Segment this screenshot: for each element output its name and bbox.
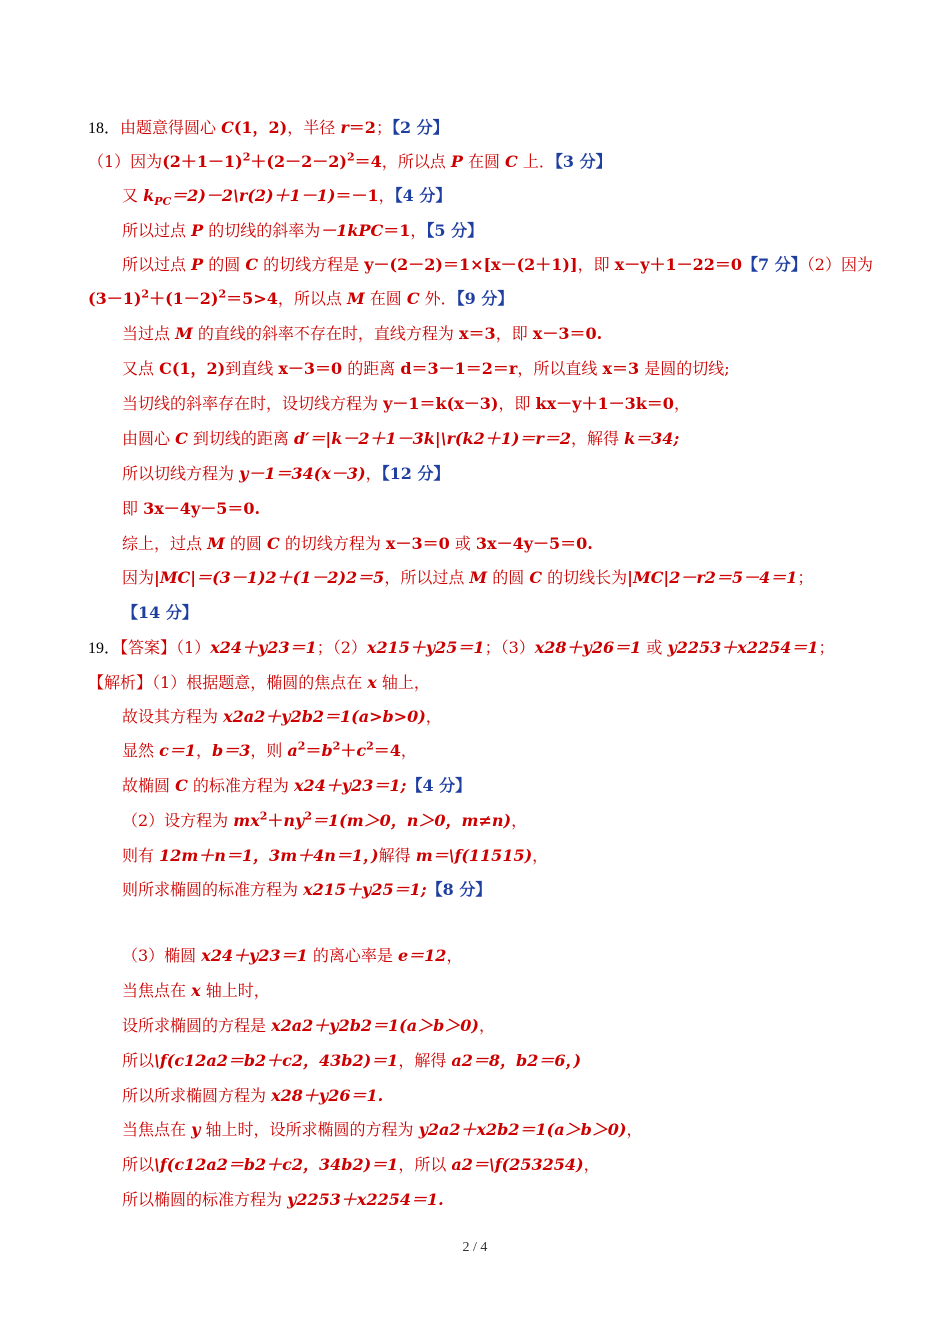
q18-line-7: 当过点 M 的直线的斜率不存在时，直线方程为 x＝3，即 x－3＝0. <box>122 324 603 343</box>
q18-line-3: 又 $k_{PC}=2)-2\backslash r(2)+1-1)=-1$，【4 分】 <box>122 186 452 209</box>
q19-line-4: 显然 c＝1，b＝3，则 $a^2=b^2+c^2=4$， <box>122 739 417 760</box>
q19-line-16: 所以椭圆的标准方程为 y2253＋x2254＝1. <box>122 1190 444 1209</box>
q19-line-13: 所以所求椭圆方程为 x28＋y26＝1. <box>122 1086 384 1105</box>
q19-line-5: 故椭圆 C 的标准方程为 x24＋y23＝1;【4 分】 <box>122 776 472 795</box>
q18-line-15 <box>122 602 198 624</box>
page-number: 2 / 4 <box>462 1240 488 1255</box>
q18-line-6: $(3-1)^2+(1-2)^2=5>4$，所以点 M 在圆 C 外．【9 分】 <box>88 287 514 308</box>
score-tag: 【12 分】 <box>381 464 450 483</box>
q19-line-3: 故设其方程为 x2a2＋y2b2＝1(a>b>0)， <box>122 707 442 726</box>
q19-line-2: 【解析】（1）根据题意，椭圆的焦点在 x 轴上， <box>88 673 430 692</box>
score-tag: 【2 分】 <box>391 118 449 137</box>
score-tag: 【7 分】 <box>742 255 807 274</box>
q18-line-12: 即 3x－4y－5＝0. <box>122 499 261 518</box>
score-tag: 【9 分】 <box>456 289 514 308</box>
q18-line-8: 又点 C(1，2)到直线 x－3＝0 的距离 d＝3－1＝2＝r，所以直线 x＝3 是圆的切线; <box>122 359 730 378</box>
q19-line-15: 所以\f(c12a2＝b2＋c2，34b2)＝1，所以 a2＝\f(253254)， <box>122 1155 600 1174</box>
q18-line-11: 所以切线方程为 y－1＝34(x－3)，【12 分】 <box>122 464 450 483</box>
score-tag: 【5 分】 <box>426 221 484 240</box>
q19-line-9: （3）椭圆 x24＋y23＝1 的离心率是 e＝12， <box>122 946 463 965</box>
score-tag: 【4 分】 <box>406 776 472 795</box>
q19-line-12: 所以\f(c12a2＝b2＋c2，43b2)＝1，解得 a2＝8，b2＝6，) <box>122 1051 582 1070</box>
q19-line-6: （2）设方程为 $mx^2+ny^2=1(m>0$，n＞0，m≠n)， <box>122 809 528 830</box>
q18-line-10: 由圆心 C 到切线的距离 d′＝|k－2＋1－3k|\r(k2＋1)＝r＝2，解得 k＝34; <box>122 429 680 448</box>
q19-line-14: 当焦点在 y 轴上时，设所求椭圆的方程为 y2a2＋x2b2＝1(a＞b＞0)， <box>122 1120 643 1139</box>
q19-line-7: 则有 12m＋n＝1，3m＋4n＝1，)解得 m＝\f(11515)， <box>122 846 549 865</box>
q19-line-11: 设所求椭圆的方程是 x2a2＋y2b2＝1(a＞b＞0)， <box>122 1016 495 1035</box>
q18-line-2: （1）因为$(2+1-1)^2+(2-2-2)^2=4$，所以点 P 在圆 C 上．【3 分】 <box>88 150 612 171</box>
q19-line-8: 则所求椭圆的标准方程为 x215＋y25＝1;【8 分】 <box>122 880 492 899</box>
q19-line-1: 19．【答案】（1）x24＋y23＝1；（2）x215＋y25＝1；（3）x28＋y26＝1 或 y2253＋x2254＝1； <box>88 638 835 657</box>
q18-line-5: 所以过点 P 的圆 C 的切线方程是 y－(2－2)＝1×[x－(2＋1)]，即 x－y＋1－22＝0【7 分】（2）因为 <box>122 255 873 274</box>
q18-line-13: 综上，过点 M 的圆 C 的切线方程为 x－3＝0 或 3x－4y－5＝0. <box>122 534 593 553</box>
score-tag: 【3 分】 <box>554 152 612 171</box>
q18-line-1: 18．由题意得圆心 C(1，2)，半径 r＝2；【2 分】 <box>88 118 449 137</box>
q19-line-10: 当焦点在 x 轴上时， <box>122 981 270 1000</box>
q18-line-14: 因为|MC|＝(3－1)2＋(1－2)2＝5，所以过点 M 的圆 C 的切线长为|MC|2－r2＝5－4＝1； <box>122 568 814 587</box>
score-tag: 【8 分】 <box>426 880 492 899</box>
score-tag: 【14 分】 <box>122 603 198 622</box>
q18-line-4: 所以过点 P 的切线的斜率为－1kPC＝1，【5 分】 <box>122 221 484 240</box>
score-tag: 【4 分】 <box>394 186 452 205</box>
q18-line-9: 当切线的斜率存在时，设切线方程为 y－1＝k(x－3)，即 kx－y＋1－3k＝0， <box>122 394 690 413</box>
